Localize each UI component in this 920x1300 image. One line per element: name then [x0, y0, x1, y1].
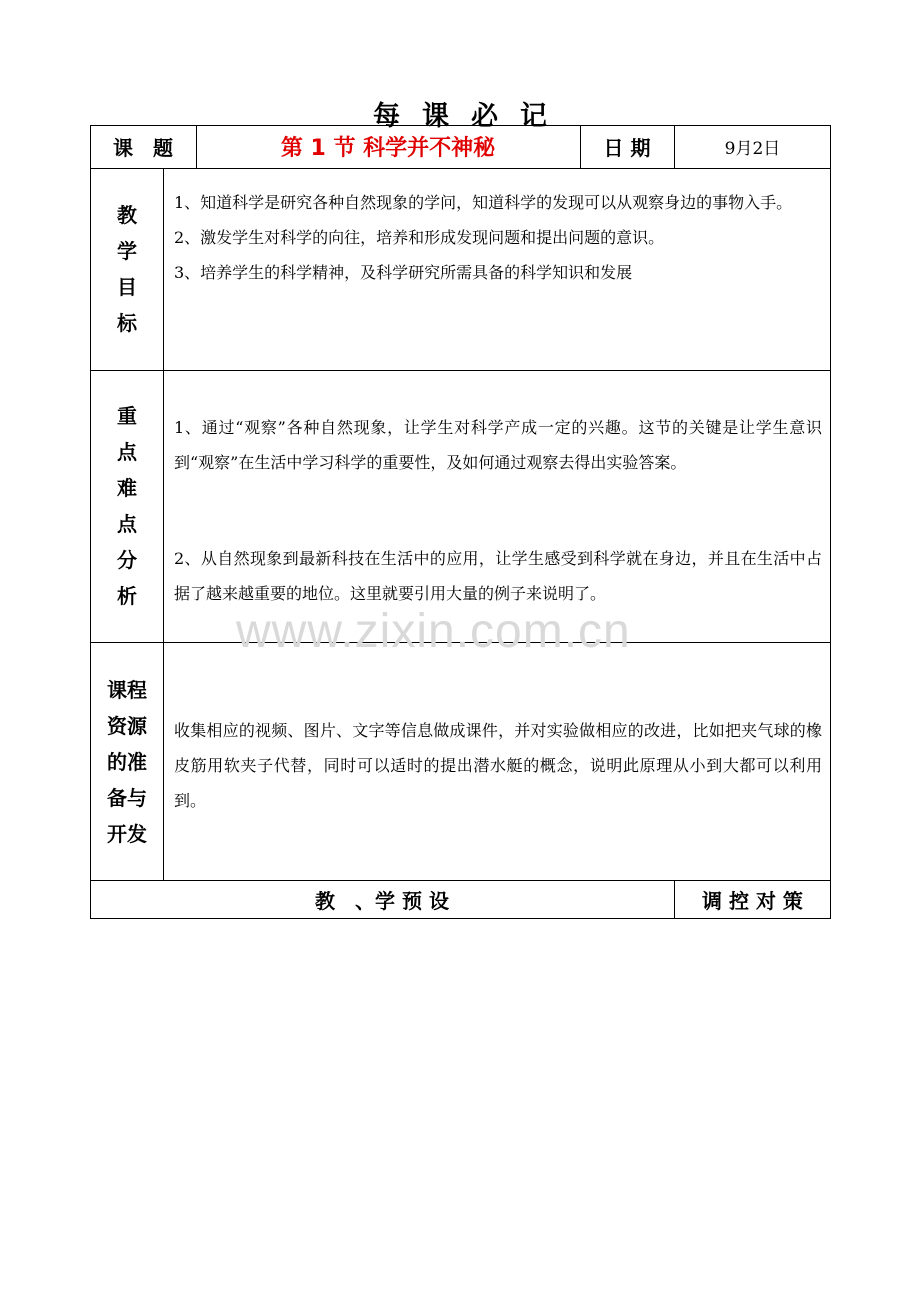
adjustment-strategy-heading: 调 控 对 策 [702, 889, 803, 913]
teaching-plan-heading: 教 、学 预 设 [315, 889, 449, 913]
date-value: 9月2日 [724, 139, 781, 159]
col-divider [163, 168, 164, 880]
key-points-label-char: 难 [117, 476, 137, 500]
objective-item: 3、培养学生的科学精神，及科学研究所需具备的科学知识和发展 [174, 263, 633, 282]
row-divider [90, 168, 831, 169]
resources-label-line: 资源 [107, 714, 147, 738]
row-divider [90, 370, 831, 371]
date-label: 日 期 [603, 136, 651, 160]
key-points-label-char: 点 [117, 512, 137, 536]
resources-label-line: 课程 [107, 678, 147, 702]
resources-label-line: 备与 [107, 786, 147, 810]
key-points-label-char: 点 [117, 440, 137, 464]
resources-label-line: 开发 [107, 822, 147, 846]
objectives-label-char: 目 [117, 275, 137, 299]
objectives-list [174, 185, 822, 290]
key-points-label [91, 398, 163, 614]
watermark: www.zixin.com.cn [236, 605, 631, 658]
key-point-item: 1、通过“观察”各种自然现象，让学生对科学产成一定的兴趣。这节的关键是让学生意识到“观察”在生活中学习科学的重要性，及如何通过观察去得出实验答案。 [174, 418, 822, 472]
page-title: 每课必记 [373, 101, 569, 132]
objective-item: 2、激发学生对科学的向往，培养和形成发现问题和提出问题的意识。 [174, 228, 665, 247]
key-point-item: 2、从自然现象到最新科技在生活中的应用，让学生感受到科学就在身边，并且在生活中占据了越来越重要的地位。这里就要引用大量的例子来说明了。 [174, 549, 822, 603]
key-points-label-char: 重 [117, 404, 137, 428]
objectives-label-char: 教 [117, 203, 137, 227]
objectives-label-char: 标 [117, 311, 137, 335]
resources-label [91, 672, 163, 852]
resources-label-line: 的准 [107, 750, 147, 774]
key-points-label-char: 分 [117, 548, 137, 572]
topic-value: 第 1 节 科学并不神秘 [280, 136, 496, 161]
objectives-label-char: 学 [117, 239, 137, 263]
objectives-label [91, 197, 163, 341]
objective-item: 1、知道科学是研究各种自然现象的学问，知道科学的发现可以从观察身边的事物入手。 [174, 193, 793, 212]
key-points-label-char: 析 [117, 584, 137, 608]
topic-label: 课 题 [113, 136, 173, 160]
resources-text: 收集相应的视频、图片、文字等信息做成课件，并对实验做相应的改进，比如把夹气球的橡皮筋用软夹子代替，同时可以适时的提出潜水艇的概念，说明此原理从小到大都可以利用到。 [174, 721, 822, 810]
